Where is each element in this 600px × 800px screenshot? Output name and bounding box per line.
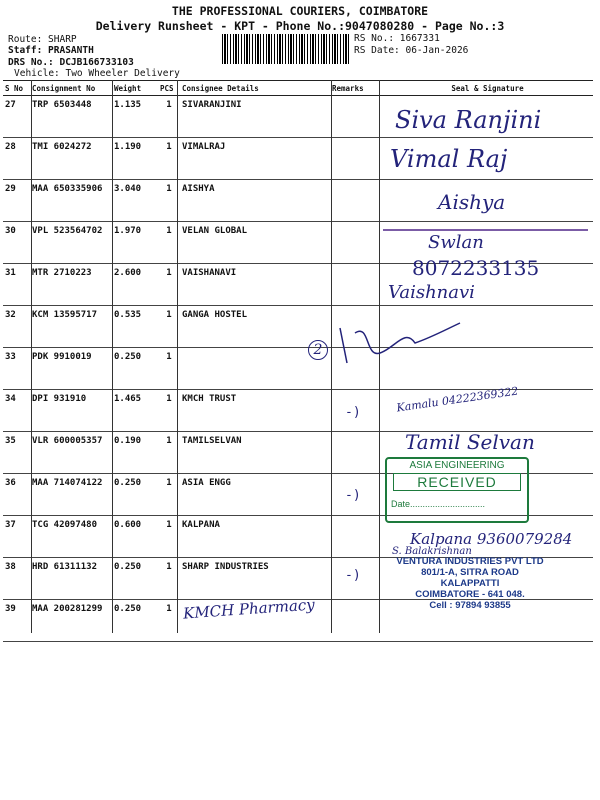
row-remarks	[330, 600, 382, 642]
table-divider	[177, 80, 178, 633]
row-remarks	[330, 138, 382, 180]
row-pcs: 1	[158, 96, 180, 138]
row-sno: 28	[3, 138, 30, 180]
signature-sivaranjini: Siva Ranjini	[395, 106, 542, 134]
row-pcs: 1	[158, 348, 180, 390]
row-consignment: KCM 13595717	[30, 306, 112, 348]
row-weight: 1.465	[112, 390, 158, 432]
stamp-date: Date..............................	[391, 499, 486, 509]
table-divider	[112, 80, 113, 633]
row-remarks	[330, 180, 382, 222]
signature-velan: Swlan	[428, 232, 484, 253]
arrow-mark: -)	[345, 405, 361, 420]
row-consignment: MAA 714074122	[30, 474, 112, 516]
strike-line	[383, 229, 588, 231]
row-consignee: GANGA HOSTEL	[180, 306, 330, 348]
row-consignee: SHARP INDUSTRIES	[180, 558, 330, 600]
row-consignment: MAA 200281299	[30, 600, 112, 642]
table-divider	[331, 80, 332, 633]
row-consignment: PDK 9910019	[30, 348, 112, 390]
row-pcs: 1	[158, 474, 180, 516]
page-subtitle: Delivery Runsheet - KPT - Phone No.:9047080280 - Page No.:3	[95, 19, 505, 33]
col-remarks: Remarks	[330, 81, 382, 96]
row-weight: 0.535	[112, 306, 158, 348]
col-sno: S No	[3, 81, 30, 96]
row-pcs: 1	[158, 264, 180, 306]
row-consignment: MAA 650335906	[30, 180, 112, 222]
rs-number: RS No.: 1667331	[354, 33, 440, 44]
ventura-address: 801/1-A, SITRA ROAD	[421, 567, 519, 578]
row-pcs: 1	[158, 138, 180, 180]
col-weight: Weight	[112, 81, 158, 96]
row-sno: 29	[3, 180, 30, 222]
row-consignment: TRP 6503448	[30, 96, 112, 138]
staff-label: Staff: PRASANTH	[8, 45, 94, 56]
signature-vimalraj: Vimal Raj	[390, 145, 508, 173]
row-sno: 27	[3, 96, 30, 138]
col-signature: Seal & Signature	[382, 81, 593, 96]
arrow-mark: -)	[345, 568, 361, 583]
table-row	[3, 306, 593, 348]
row-consignment: HRD 61311132	[30, 558, 112, 600]
route-label: Route: SHARP	[8, 34, 77, 45]
row-sno: 33	[3, 348, 30, 390]
row-remarks	[330, 96, 382, 138]
row-pcs: 1	[158, 600, 180, 642]
row-pcs: 1	[158, 516, 180, 558]
row-consignment: DPI 931910	[30, 390, 112, 432]
row-remarks	[330, 264, 382, 306]
row-consignee: SIVARANJINI	[180, 96, 330, 138]
asia-engineering-stamp	[385, 457, 529, 523]
row-consignee: VELAN GLOBAL	[180, 222, 330, 264]
row-consignee: TAMILSELVAN	[180, 432, 330, 474]
row-pcs: 1	[158, 306, 180, 348]
rs-date: RS Date: 06-Jan-2026	[354, 45, 469, 56]
stamp-company: ASIA ENGINEERING	[409, 460, 505, 471]
signature-vaishanavi: Vaishnavi	[388, 282, 475, 303]
signature-kalpana: Kalpana 9360079284	[410, 530, 573, 548]
row-pcs: 1	[158, 390, 180, 432]
col-pcs: PCS	[158, 81, 180, 96]
row-consignment: TCG 42097480	[30, 516, 112, 558]
signature-sharp: S. Balakrishnan	[392, 546, 472, 557]
ventura-area: KALAPPATTI	[440, 578, 500, 589]
row-pcs: 1	[158, 432, 180, 474]
drs-number: DRS No.: DCJB166733103	[8, 57, 134, 68]
row-sno: 36	[3, 474, 30, 516]
signature-scribble	[335, 318, 465, 368]
phone-vaishanavi: 8072233135	[412, 256, 540, 280]
row-pcs: 1	[158, 558, 180, 600]
row-consignee: KALPANA	[180, 516, 330, 558]
row-consignment: VLR 600005357	[30, 432, 112, 474]
row-sno: 32	[3, 306, 30, 348]
row-consignee: ASIA ENGG	[180, 474, 330, 516]
row-consignee: KMCH TRUST	[180, 390, 330, 432]
row-weight: 2.600	[112, 264, 158, 306]
row-remarks	[330, 222, 382, 264]
signature-aishya: Aishya	[438, 190, 506, 214]
row-weight: 3.040	[112, 180, 158, 222]
ventura-stamp	[380, 556, 560, 611]
row-weight: 0.600	[112, 516, 158, 558]
row-weight: 1.190	[112, 138, 158, 180]
row-sno: 37	[3, 516, 30, 558]
row-weight: 1.970	[112, 222, 158, 264]
table-row	[3, 348, 593, 390]
row-sno: 35	[3, 432, 30, 474]
remark-kmch-pharmacy: KMCH Pharmacy	[182, 595, 316, 623]
barcode	[222, 34, 350, 64]
row-consignee: VAISHANAVI	[180, 264, 330, 306]
signature-tamilselvan: Tamil Selvan	[405, 430, 535, 454]
row-pcs: 1	[158, 222, 180, 264]
vehicle-label: Vehicle: Two Wheeler Delivery	[14, 68, 180, 79]
table-divider	[31, 80, 32, 633]
ventura-cell: Cell : 97894 93855	[429, 600, 511, 611]
row-consignment: MTR 2710223	[30, 264, 112, 306]
row-sno: 30	[3, 222, 30, 264]
circled-number: 2	[308, 340, 328, 360]
row-weight: 1.135	[112, 96, 158, 138]
col-consignment: Consignment No	[30, 81, 112, 96]
stamp-received: RECEIVED	[393, 473, 521, 491]
col-consignee: Consignee Details	[180, 81, 330, 96]
row-consignment: VPL 523564702	[30, 222, 112, 264]
row-weight: 0.250	[112, 474, 158, 516]
row-sno: 31	[3, 264, 30, 306]
ventura-name: VENTURA INDUSTRIES PVT LTD	[396, 556, 544, 567]
row-weight: 0.190	[112, 432, 158, 474]
table-header-row	[3, 81, 593, 96]
row-sno: 38	[3, 558, 30, 600]
page-title: THE PROFESSIONAL COURIERS, COIMBATORE	[171, 4, 429, 18]
row-remarks	[330, 432, 382, 474]
row-consignee: AISHYA	[180, 180, 330, 222]
signature-kmch: Kamalu 04222369322	[395, 384, 520, 415]
row-weight: 0.250	[112, 558, 158, 600]
row-consignee: VIMALRAJ	[180, 138, 330, 180]
row-remarks	[330, 516, 382, 558]
row-sno: 34	[3, 390, 30, 432]
row-consignment: TMI 6024272	[30, 138, 112, 180]
row-consignee	[180, 348, 330, 390]
row-pcs: 1	[158, 180, 180, 222]
arrow-mark: -)	[345, 488, 361, 503]
row-weight: 0.250	[112, 348, 158, 390]
row-sno: 39	[3, 600, 30, 642]
ventura-city: COIMBATORE - 641 048.	[415, 589, 525, 600]
row-weight: 0.250	[112, 600, 158, 642]
